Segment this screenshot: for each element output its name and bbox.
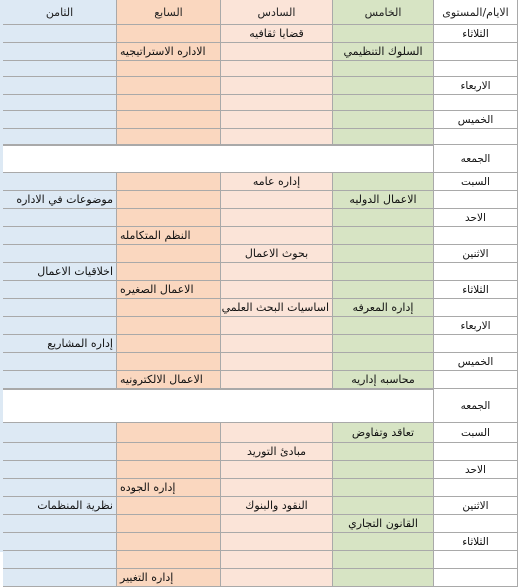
cell-col8[interactable]: [3, 551, 117, 569]
cell-col8[interactable]: [3, 173, 117, 191]
cell-col7[interactable]: الاعمال الصغيره: [117, 281, 221, 299]
cell-col7[interactable]: [117, 209, 221, 227]
table-row: [0, 551, 518, 569]
cell-day[interactable]: الجمعه: [434, 145, 518, 173]
cell-day[interactable]: الاحد: [434, 461, 518, 479]
cell-day[interactable]: [434, 569, 518, 587]
cell-day[interactable]: [434, 61, 518, 77]
cell-day[interactable]: الجمعه: [434, 389, 518, 423]
cell-col6[interactable]: [221, 61, 333, 77]
table-row: [0, 61, 518, 77]
table-row: [0, 423, 518, 443]
cell-col8[interactable]: إداره المشاريع: [3, 335, 117, 353]
cell-day[interactable]: الخميس: [434, 111, 518, 129]
cell-col8[interactable]: [3, 569, 117, 587]
cell-col8[interactable]: [3, 461, 117, 479]
table-row: [0, 25, 518, 43]
cell-col8[interactable]: [3, 317, 117, 335]
table-row: [0, 263, 518, 281]
cell-col5[interactable]: [333, 533, 434, 551]
cell-day[interactable]: الاثنين: [434, 497, 518, 515]
cell-day[interactable]: [434, 371, 518, 389]
cell-col5[interactable]: [333, 569, 434, 587]
cell-col8[interactable]: [3, 281, 117, 299]
cell-col8[interactable]: [3, 129, 117, 145]
cell-col8[interactable]: [3, 209, 117, 227]
cell-day[interactable]: الاربعاء: [434, 77, 518, 95]
cell-col7[interactable]: [117, 317, 221, 335]
cell-col6[interactable]: اساسيات البحث العلمي: [221, 299, 333, 317]
cell-col5[interactable]: [333, 111, 434, 129]
table-row: [0, 353, 518, 371]
cell-col8[interactable]: [3, 423, 117, 443]
cell-col6[interactable]: [221, 371, 333, 389]
cell-day[interactable]: [434, 515, 518, 533]
cell-col7[interactable]: [117, 263, 221, 281]
table-row: [0, 227, 518, 245]
cell-col5[interactable]: [333, 335, 434, 353]
cell-day[interactable]: السبت: [434, 423, 518, 443]
cell-col8[interactable]: اخلاقيات الاعمال: [3, 263, 117, 281]
table-row: [0, 43, 518, 61]
cell-day[interactable]: الثلاثاء: [434, 533, 518, 551]
cell-col8[interactable]: [3, 515, 117, 533]
cell-col8[interactable]: [3, 371, 117, 389]
table-row: [0, 111, 518, 129]
cell-col6[interactable]: النقود والبنوك: [221, 497, 333, 515]
table-row: [0, 129, 518, 145]
cell-day[interactable]: [434, 263, 518, 281]
cell-col6[interactable]: [221, 111, 333, 129]
cell-col5[interactable]: [333, 263, 434, 281]
cell-col7[interactable]: [117, 129, 221, 145]
cell-col7[interactable]: [117, 245, 221, 263]
cell-col6[interactable]: إداره عامه: [221, 173, 333, 191]
cell-col7[interactable]: [117, 61, 221, 77]
cell-col8[interactable]: [3, 61, 117, 77]
cell-col8[interactable]: [3, 299, 117, 317]
cell-col8[interactable]: نظرية المنظمات: [3, 497, 117, 515]
table-row: [0, 145, 518, 173]
cell-col7[interactable]: [117, 551, 221, 569]
table-row: [0, 281, 518, 299]
cell-col6[interactable]: [221, 95, 333, 111]
cell-col8[interactable]: [3, 111, 117, 129]
cell-col6[interactable]: بحوث الاعمال: [221, 245, 333, 263]
cell-col5[interactable]: [333, 497, 434, 515]
table-row: [0, 371, 518, 389]
cell-col8[interactable]: [3, 443, 117, 461]
cell-col6[interactable]: [221, 335, 333, 353]
table-row: [0, 515, 518, 533]
cell-col7[interactable]: [117, 335, 221, 353]
cell-col5[interactable]: [333, 61, 434, 77]
cell-col5[interactable]: [333, 95, 434, 111]
cell-day[interactable]: الخميس: [434, 353, 518, 371]
cell-col6[interactable]: [221, 43, 333, 61]
cell-day[interactable]: [434, 227, 518, 245]
cell-day[interactable]: الثلاثاء: [434, 281, 518, 299]
cell-col5[interactable]: الاعمال الدوليه: [333, 191, 434, 209]
cell-col7[interactable]: [117, 515, 221, 533]
cell-col8[interactable]: [3, 95, 117, 111]
cell-day[interactable]: الثلاثاء: [434, 25, 518, 43]
cell-col7[interactable]: [117, 353, 221, 371]
cell-col7[interactable]: [117, 191, 221, 209]
cell-day[interactable]: [434, 129, 518, 145]
cell-col5[interactable]: [333, 443, 434, 461]
cell-day[interactable]: الاربعاء: [434, 317, 518, 335]
cell-col5[interactable]: [333, 173, 434, 191]
cell-col5[interactable]: إداره المعرفه: [333, 299, 434, 317]
table-row: [0, 479, 518, 497]
cell-col5[interactable]: [333, 129, 434, 145]
header-col7[interactable]: السابع: [117, 0, 221, 25]
cell-day[interactable]: السبت: [434, 173, 518, 191]
header-col5[interactable]: الخامس: [333, 0, 434, 25]
cell-col7[interactable]: [117, 77, 221, 95]
cell-col7[interactable]: [117, 497, 221, 515]
table-row: [0, 497, 518, 515]
cell-day[interactable]: [434, 443, 518, 461]
cell-col7[interactable]: [117, 111, 221, 129]
cell-col6[interactable]: [221, 515, 333, 533]
table-row: [0, 245, 518, 263]
cell-col7[interactable]: [117, 423, 221, 443]
cell-col5[interactable]: [333, 245, 434, 263]
cell-col5[interactable]: [333, 479, 434, 497]
table-row: [0, 317, 518, 335]
cell-col6[interactable]: [221, 129, 333, 145]
cell-col7[interactable]: [117, 443, 221, 461]
table-row: [0, 173, 518, 191]
cell-col6[interactable]: مبادئ التوريد: [221, 443, 333, 461]
cell-col7[interactable]: إداره الجوده: [117, 479, 221, 497]
cell-col7[interactable]: الاداره الاستراتيجيه: [117, 43, 221, 61]
cell-day[interactable]: [434, 191, 518, 209]
cell-col8[interactable]: [3, 533, 117, 551]
cell-col8[interactable]: موضوعات في الاداره: [3, 191, 117, 209]
cell-col6[interactable]: [221, 551, 333, 569]
cell-day[interactable]: [434, 95, 518, 111]
cell-col8[interactable]: [3, 43, 117, 61]
header-row: [0, 0, 518, 25]
cell-col8[interactable]: [3, 245, 117, 263]
cell-col7[interactable]: [117, 461, 221, 479]
cell-col6[interactable]: [221, 77, 333, 95]
cell-col5[interactable]: [333, 461, 434, 479]
table-row: [0, 461, 518, 479]
table-row: [0, 191, 518, 209]
cell-col5[interactable]: [333, 77, 434, 95]
header-col6[interactable]: السادس: [221, 0, 333, 25]
table-row: [0, 95, 518, 111]
cell-col5[interactable]: [333, 281, 434, 299]
cell-col6[interactable]: [221, 479, 333, 497]
table-row: [0, 569, 518, 587]
cell-col6[interactable]: [221, 191, 333, 209]
cell-col7[interactable]: [117, 173, 221, 191]
table-row: [0, 533, 518, 551]
cell-col5[interactable]: [333, 317, 434, 335]
cell-col6[interactable]: [221, 569, 333, 587]
cell-col5[interactable]: القانون التجاري: [333, 515, 434, 533]
cell-col7[interactable]: [117, 533, 221, 551]
cell-col6[interactable]: [221, 317, 333, 335]
cell-day[interactable]: الاثنين: [434, 245, 518, 263]
cell-col6[interactable]: [221, 423, 333, 443]
blank-row-cell[interactable]: [3, 389, 434, 423]
cell-day[interactable]: [434, 551, 518, 569]
cell-col8[interactable]: [3, 227, 117, 245]
cell-col5[interactable]: [333, 25, 434, 43]
cell-col5[interactable]: [333, 209, 434, 227]
cell-col6[interactable]: [221, 263, 333, 281]
cell-col5[interactable]: [333, 551, 434, 569]
table-row: [0, 299, 518, 317]
cell-col5[interactable]: [333, 353, 434, 371]
cell-col6[interactable]: [221, 281, 333, 299]
table-row: [0, 335, 518, 353]
cell-col5[interactable]: السلوك التنظيمي: [333, 43, 434, 61]
cell-day[interactable]: الاحد: [434, 209, 518, 227]
cell-col6[interactable]: [221, 533, 333, 551]
cell-col7[interactable]: [117, 95, 221, 111]
cell-day[interactable]: [434, 43, 518, 61]
table-row: [0, 209, 518, 227]
cell-col5[interactable]: محاسبه إداريه: [333, 371, 434, 389]
cell-col7[interactable]: [117, 299, 221, 317]
table-row: [0, 389, 518, 423]
table-row: [0, 443, 518, 461]
cell-col8[interactable]: [3, 353, 117, 371]
cell-col5[interactable]: تعاقد وتفاوض: [333, 423, 434, 443]
cell-col7[interactable]: [117, 25, 221, 43]
cell-col5[interactable]: [333, 227, 434, 245]
cell-col6[interactable]: قضايا ثقافيه: [221, 25, 333, 43]
table-row: [0, 77, 518, 95]
header-col8[interactable]: الثامن: [3, 0, 117, 25]
cell-col7[interactable]: النظم المتكامله: [117, 227, 221, 245]
cell-col8[interactable]: [3, 25, 117, 43]
cell-col6[interactable]: [221, 353, 333, 371]
cell-col7[interactable]: الاعمال الالكترونيه: [117, 371, 221, 389]
cell-col7[interactable]: إداره التغيير: [117, 569, 221, 587]
cell-col6[interactable]: [221, 209, 333, 227]
cell-col6[interactable]: [221, 461, 333, 479]
cell-col8[interactable]: [3, 77, 117, 95]
cell-day[interactable]: [434, 479, 518, 497]
header-days[interactable]: الايام/المستوى: [434, 0, 518, 25]
blank-row-cell[interactable]: [3, 145, 434, 173]
cell-day[interactable]: [434, 299, 518, 317]
cell-col8[interactable]: [3, 479, 117, 497]
cell-day[interactable]: [434, 335, 518, 353]
cell-col6[interactable]: [221, 227, 333, 245]
